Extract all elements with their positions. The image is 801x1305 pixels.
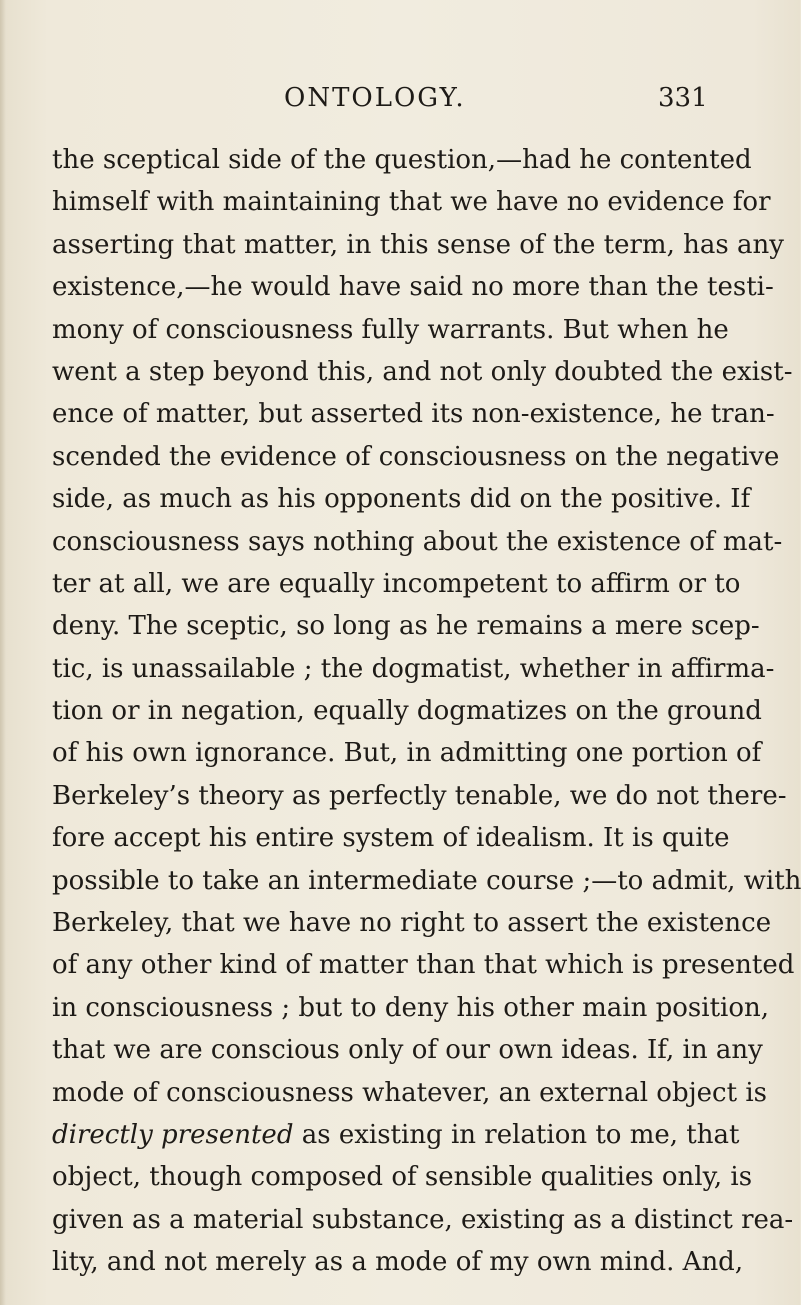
text-line: fore accept his entire system of idealism. It is quite [52,823,730,854]
text-line: given as a material substance, existing as a distinct rea- [52,1204,794,1235]
running-head [0,78,800,118]
text-line: himself with maintaining that we have no evidence for [52,187,771,218]
text-line: existence,—he would have said no more than the testi- [52,272,774,303]
body-text [52,139,801,1284]
text-line: went a step beyond this, and not only doubted the exist- [52,356,793,387]
text-line: the sceptical side of the question,—had he contented [52,145,752,175]
text-line: ence of matter, but asserted its non-existence, he tran- [52,399,775,430]
text-line: possible to take an intermediate course ;—to admit, with [52,865,801,896]
text-line: deny. The sceptic, so long as he remains a mere scep- [52,611,760,642]
text-line: mony of consciousness fully warrants. But when he [52,314,729,345]
text-line [52,1114,740,1156]
text-line: object, though composed of sensible qualities only, is [52,1162,753,1193]
text-line: consciousness says nothing about the existence of mat- [52,526,783,557]
text-line-rest: as existing in relation to me, that [293,1119,740,1150]
text-line: scended the evidence of consciousness on the negative [52,441,780,472]
running-title: ONTOLOGY. [284,83,466,113]
text-line: Berkeley, that we have no right to assert the existence [52,908,772,939]
text-line: side, as much as his opponents did on the positive. If [52,484,751,515]
italic-emphasis: directly presented [52,1119,294,1150]
text-line: mode of consciousness whatever, an external object is [52,1077,767,1108]
text-line: of his own ignorance. But, in admitting one portion of [52,738,762,769]
text-line: asserting that matter, in this sense of the term, has any [52,229,784,260]
page-number: 331 [658,83,708,113]
text-line: tion or in negation, equally dogmatizes on the ground [52,696,762,727]
text-line: that we are conscious only of our own ideas. If, in any [52,1035,763,1066]
text-line: tic, is unassailable ; the dogmatist, whether in affirma- [52,653,775,684]
text-line: of any other kind of matter than that which is presented [52,950,795,981]
page-binding-shadow [0,0,6,1305]
text-line: lity, and not merely as a mode of my own mind. And, [52,1247,744,1278]
text-line: in consciousness ; but to deny his other main position, [52,992,770,1023]
text-line: Berkeley’s theory as perfectly tenable, we do not there- [52,780,787,811]
text-line: ter at all, we are equally incompetent to affirm or to [52,568,741,599]
